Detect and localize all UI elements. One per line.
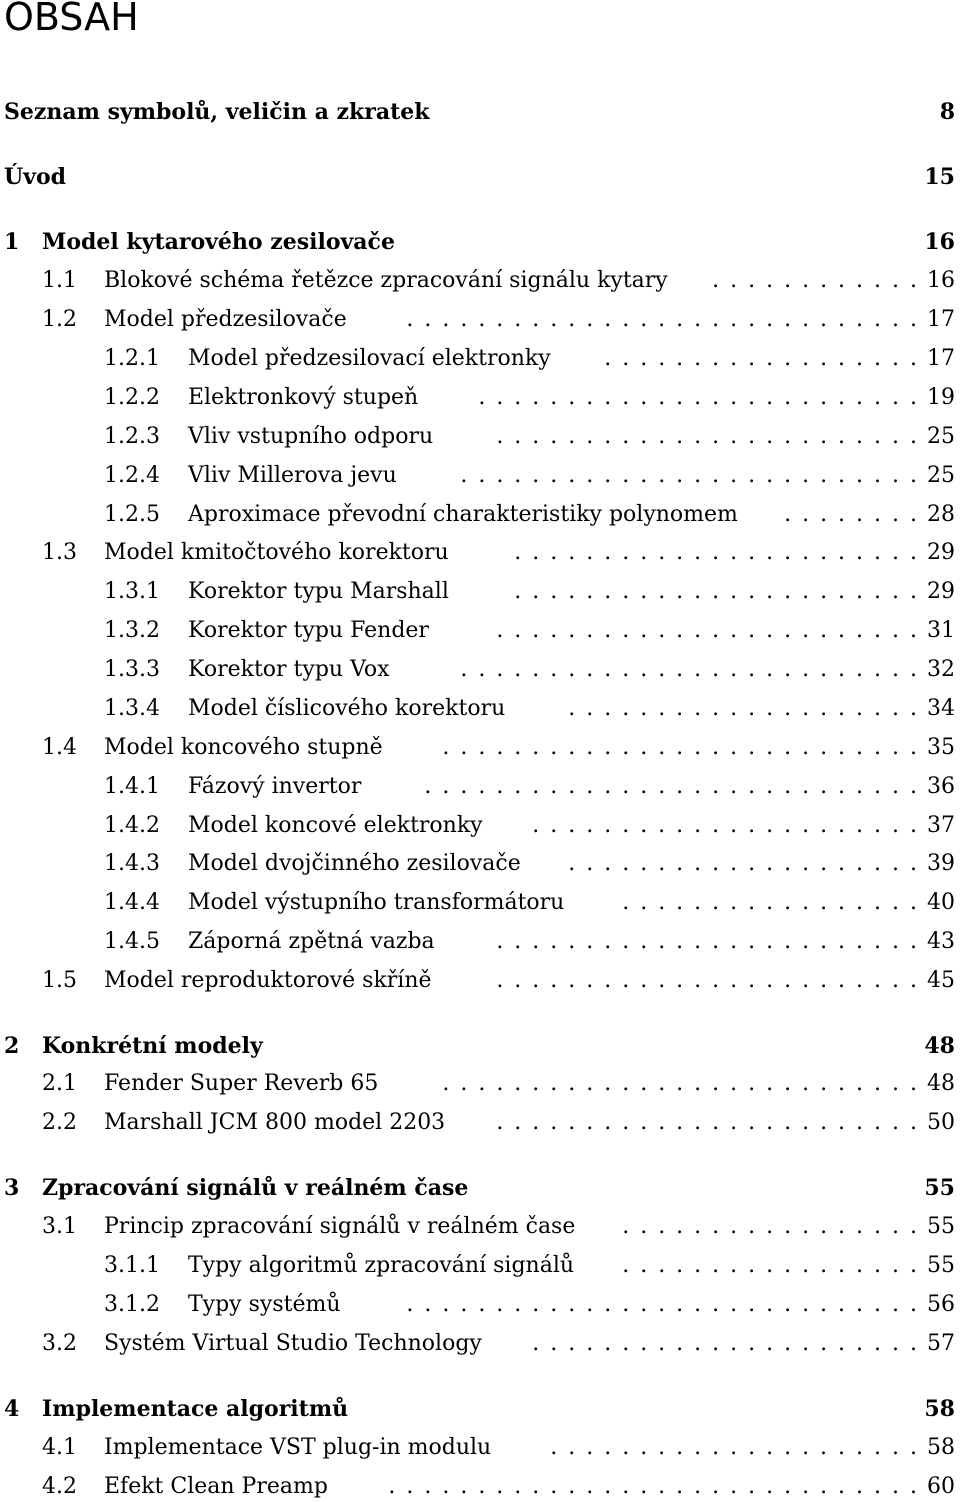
- toc-entry-page: 34: [927, 696, 955, 721]
- toc-entry[interactable]: [0, 538, 958, 568]
- toc-dot-leader: . . . . . . . . . . . . . . . . . . . . . .: [532, 1331, 917, 1356]
- toc-entry-title[interactable]: Model předzesilovače: [104, 307, 347, 332]
- toc-entry[interactable]: [0, 772, 958, 802]
- toc-dot-leader: . . . . . . . . . . . . . . . . . . . . . . . . . . . . . .: [388, 1474, 917, 1499]
- toc-entry-number: 1.2.3: [104, 424, 160, 449]
- toc-entry-page: 25: [927, 463, 955, 488]
- toc-dot-leader: . . . . . . . . . . . . . . . . .: [622, 890, 917, 915]
- toc-entry-title[interactable]: Model reproduktorové skříně: [104, 968, 432, 993]
- toc-entry-number: 1.5: [42, 968, 77, 993]
- toc-entry-page: 16: [927, 268, 955, 293]
- toc-entry-number: 1.3.2: [104, 618, 160, 643]
- toc-entry-page: 29: [927, 540, 955, 565]
- toc-entry-title[interactable]: Typy algoritmů zpracování signálů: [188, 1253, 575, 1278]
- toc-entry[interactable]: [0, 966, 958, 996]
- toc-entry-number: 1.3.3: [104, 657, 160, 682]
- toc-dot-leader: . . . . . . . . . . . . . . . . . . . . .: [550, 1435, 917, 1460]
- toc-entry-number: 2: [4, 1033, 20, 1059]
- toc-dot-leader: . . . . . . . . . . . . . . . . . . . . . . . . . . .: [442, 735, 917, 760]
- toc-entry-page: 55: [927, 1253, 955, 1278]
- toc-entry-page: 28: [927, 502, 955, 527]
- toc-entry-page: 29: [927, 579, 955, 604]
- toc-dot-leader: . . . . . . . . . . . . . . . . . . . . . . .: [514, 540, 917, 565]
- toc-entry-title[interactable]: Korektor typu Marshall: [188, 579, 449, 604]
- toc-dot-leader: . . . . . . . . . . . . . . . . . . . . . . . . . . .: [442, 1071, 917, 1096]
- toc-entry-title[interactable]: Model koncové elektronky: [188, 813, 483, 838]
- toc-entry[interactable]: [0, 655, 958, 685]
- toc-entry-page: 35: [927, 735, 955, 760]
- toc-entry-title[interactable]: Efekt Clean Preamp: [104, 1474, 328, 1499]
- toc-entry-page: 40: [927, 890, 955, 915]
- toc-entry[interactable]: [0, 461, 958, 491]
- toc-entry-page: 32: [927, 657, 955, 682]
- toc-entry[interactable]: [0, 500, 958, 530]
- toc-entry[interactable]: [0, 616, 958, 646]
- toc-entry[interactable]: [0, 1329, 958, 1359]
- toc-entry-page: 37: [927, 813, 955, 838]
- toc-entry-page: 57: [927, 1331, 955, 1356]
- toc-dot-leader: . . . . . . . . . . . . . . . . . . . . . . . . .: [478, 385, 917, 410]
- toc-entry-number: 1.4.2: [104, 813, 160, 838]
- toc-entry-title[interactable]: Model výstupního transformátoru: [188, 890, 565, 915]
- toc-dot-leader: . . . . . . . . . . . . . . . . . . . . . .: [532, 813, 917, 838]
- toc-entry-number: 1.4.1: [104, 774, 160, 799]
- toc-entry[interactable]: [0, 1069, 958, 1099]
- toc-entry[interactable]: [0, 694, 958, 724]
- toc-entry[interactable]: [0, 266, 958, 296]
- toc-entry-title[interactable]: Systém Virtual Studio Technology: [104, 1331, 482, 1356]
- toc-dot-leader: . . . . . . . . . . . . . . . . . . . . . . . .: [496, 968, 917, 993]
- toc-entry-number: 1.4.5: [104, 929, 160, 954]
- toc-entry[interactable]: [0, 927, 958, 957]
- toc-entry[interactable]: [0, 1290, 958, 1320]
- toc-dot-leader: . . . . . . . . . . . . . . . . . . . . . . . . . . . . .: [406, 1292, 917, 1317]
- toc-chapter-entry[interactable]: [0, 1394, 958, 1424]
- toc-entry-number: 2.1: [42, 1071, 77, 1096]
- toc-entry-page: 19: [927, 385, 955, 410]
- toc-entry-number: 1.3.1: [104, 579, 160, 604]
- toc-entry-title[interactable]: Konkrétní modely: [42, 1033, 263, 1059]
- toc-entry-number: 1.2: [42, 307, 77, 332]
- toc-entry-title[interactable]: Zpracování signálů v reálném čase: [42, 1175, 469, 1201]
- toc-entry-number: 3.2: [42, 1331, 77, 1356]
- toc-entry[interactable]: [0, 888, 958, 918]
- toc-entry-title[interactable]: Model předzesilovací elektronky: [188, 346, 551, 371]
- toc-entry-title[interactable]: Fázový invertor: [188, 774, 362, 799]
- toc-dot-leader: . . . . . . . . . . . . . . . . . . . . . . .: [514, 579, 917, 604]
- toc-entry-title[interactable]: Marshall JCM 800 model 2203: [104, 1110, 446, 1135]
- toc-entry-number: 1.1: [42, 268, 77, 293]
- toc-entry-title[interactable]: Model koncového stupně: [104, 735, 383, 760]
- toc-entry-number: 4.2: [42, 1474, 77, 1499]
- toc-entry-number: 1.2.2: [104, 385, 160, 410]
- toc-entry-number: 1.2.1: [104, 346, 160, 371]
- toc-dot-leader: . . . . . . . . . . . . . . . . . . . . . . . .: [496, 424, 917, 449]
- toc-dot-leader: . . . . . . . . . . . . . . . . . . . .: [568, 851, 917, 876]
- toc-entry-number: 3.1.2: [104, 1292, 160, 1317]
- toc-entry-number: 3.1: [42, 1214, 77, 1239]
- toc-chapter-entry[interactable]: [0, 162, 958, 192]
- toc-entry[interactable]: [0, 344, 958, 374]
- toc-entry-page: 48: [927, 1071, 955, 1096]
- toc-entry-title[interactable]: Vliv vstupního odporu: [188, 424, 434, 449]
- toc-dot-leader: . . . . . . . . . . . . . . . . . . . . . . . .: [496, 929, 917, 954]
- toc-entry-number: 3: [4, 1175, 20, 1201]
- toc-entry-number: 1.4.4: [104, 890, 160, 915]
- toc-entry-number: 1.3: [42, 540, 77, 565]
- toc-entry[interactable]: [0, 811, 958, 841]
- toc-chapter-entry[interactable]: [0, 227, 958, 257]
- toc-entry[interactable]: [0, 733, 958, 763]
- toc-dot-leader: . . . . . . . . . . . . . . . . . . . . . . . .: [496, 1110, 917, 1135]
- toc-entry-title[interactable]: Fender Super Reverb 65: [104, 1071, 379, 1096]
- toc-entry-page: 48: [924, 1033, 955, 1059]
- toc-entry-page: 17: [927, 307, 955, 332]
- toc-entry-page: 55: [924, 1175, 955, 1201]
- toc-dot-leader: . . . . . . . . . . . . . . . . . . . .: [568, 696, 917, 721]
- toc-entry[interactable]: [0, 1251, 958, 1281]
- toc-entry-page: 17: [927, 346, 955, 371]
- toc-entry-page: 60: [927, 1474, 955, 1499]
- page-title: OBSAH: [4, 0, 139, 39]
- toc-entry-title[interactable]: Model dvojčinného zesilovače: [188, 851, 521, 876]
- toc-dot-leader: . . . . . . . . . . . . . . . . . . . . . . . . . . . . .: [406, 307, 917, 332]
- toc-entry-number: 2.2: [42, 1110, 77, 1135]
- toc-entry-page: 45: [927, 968, 955, 993]
- toc-entry-page: 16: [924, 229, 955, 255]
- toc-entry-number: 1.4: [42, 735, 77, 760]
- toc-entry-title[interactable]: Korektor typu Fender: [188, 618, 429, 643]
- toc-dot-leader: . . . . . . . . . . . . . . . . . . . . . . . . . .: [460, 657, 917, 682]
- toc-entry-page: 31: [927, 618, 955, 643]
- toc-entry-page: 58: [927, 1435, 955, 1460]
- toc-entry-title[interactable]: Blokové schéma řetězce zpracování signálu kytary: [104, 268, 668, 293]
- toc-entry-page: 50: [927, 1110, 955, 1135]
- toc-entry-title[interactable]: Princip zpracování signálů v reálném čase: [104, 1214, 576, 1239]
- toc-entry-page: 8: [939, 99, 955, 125]
- toc-dot-leader: . . . . . . . . . . . . . . . . . . . . . . . . . . . .: [424, 774, 917, 799]
- toc-entry-title[interactable]: Model kytarového zesilovače: [42, 229, 395, 255]
- toc-entry-title[interactable]: Aproximace převodní charakteristiky polynomem: [188, 502, 738, 527]
- toc-entry[interactable]: [0, 1433, 958, 1463]
- toc-dot-leader: . . . . . . . . . . . . . . . . . .: [604, 346, 917, 371]
- toc-dot-leader: . . . . . . . . . . . . . . . . .: [622, 1214, 917, 1239]
- toc-chapter-entry[interactable]: [0, 1173, 958, 1203]
- toc-entry-title[interactable]: Záporná zpětná vazba: [188, 929, 435, 954]
- toc-entry-page: 56: [927, 1292, 955, 1317]
- toc-entry[interactable]: [0, 422, 958, 452]
- toc-entry-page: 58: [924, 1396, 955, 1422]
- toc-entry-title[interactable]: Úvod: [4, 164, 67, 190]
- toc-entry-number: 1.3.4: [104, 696, 160, 721]
- toc-entry-number: 1.2.5: [104, 502, 160, 527]
- toc-entry-number: 1: [4, 229, 20, 255]
- toc-dot-leader: . . . . . . . . . . . . . . . . . . . . . . . .: [496, 618, 917, 643]
- toc-chapter-entry[interactable]: [0, 97, 958, 127]
- toc-entry[interactable]: [0, 1212, 958, 1242]
- toc-entry-page: 25: [927, 424, 955, 449]
- toc-entry-page: 39: [927, 851, 955, 876]
- toc-entry-page: 55: [927, 1214, 955, 1239]
- toc-dot-leader: . . . . . . . . . . . .: [712, 268, 917, 293]
- toc-entry-number: 4: [4, 1396, 20, 1422]
- toc-entry-number: 1.4.3: [104, 851, 160, 876]
- toc-dot-leader: . . . . . . . .: [784, 502, 917, 527]
- toc-entry[interactable]: [0, 849, 958, 879]
- toc-entry-title[interactable]: Vliv Millerova jevu: [188, 463, 397, 488]
- toc-entry-title[interactable]: Typy systémů: [188, 1292, 341, 1317]
- toc-entry-page: 43: [927, 929, 955, 954]
- toc-entry-title[interactable]: Implementace algoritmů: [42, 1396, 349, 1422]
- toc-entry-title[interactable]: Model kmitočtového korektoru: [104, 540, 449, 565]
- toc-entry-number: 4.1: [42, 1435, 77, 1460]
- toc-entry[interactable]: [0, 383, 958, 413]
- toc-dot-leader: . . . . . . . . . . . . . . . . .: [622, 1253, 917, 1278]
- toc-entry[interactable]: [0, 577, 958, 607]
- toc-entry[interactable]: [0, 1472, 958, 1502]
- toc-entry-title[interactable]: Model číslicového korektoru: [188, 696, 506, 721]
- toc-entry[interactable]: [0, 1108, 958, 1138]
- toc-entry-title[interactable]: Elektronkový stupeň: [188, 385, 419, 410]
- toc-entry-title[interactable]: Korektor typu Vox: [188, 657, 390, 682]
- toc-entry[interactable]: [0, 305, 958, 335]
- toc-entry-number: 1.2.4: [104, 463, 160, 488]
- toc-entry-title[interactable]: Seznam symbolů, veličin a zkratek: [4, 99, 430, 125]
- toc-entry-title[interactable]: Implementace VST plug-in modulu: [104, 1435, 492, 1460]
- toc-entry-number: 3.1.1: [104, 1253, 160, 1278]
- toc-chapter-entry[interactable]: [0, 1031, 958, 1061]
- toc-dot-leader: . . . . . . . . . . . . . . . . . . . . . . . . . .: [460, 463, 917, 488]
- toc-entry-page: 36: [927, 774, 955, 799]
- toc-entry-page: 15: [924, 164, 955, 190]
